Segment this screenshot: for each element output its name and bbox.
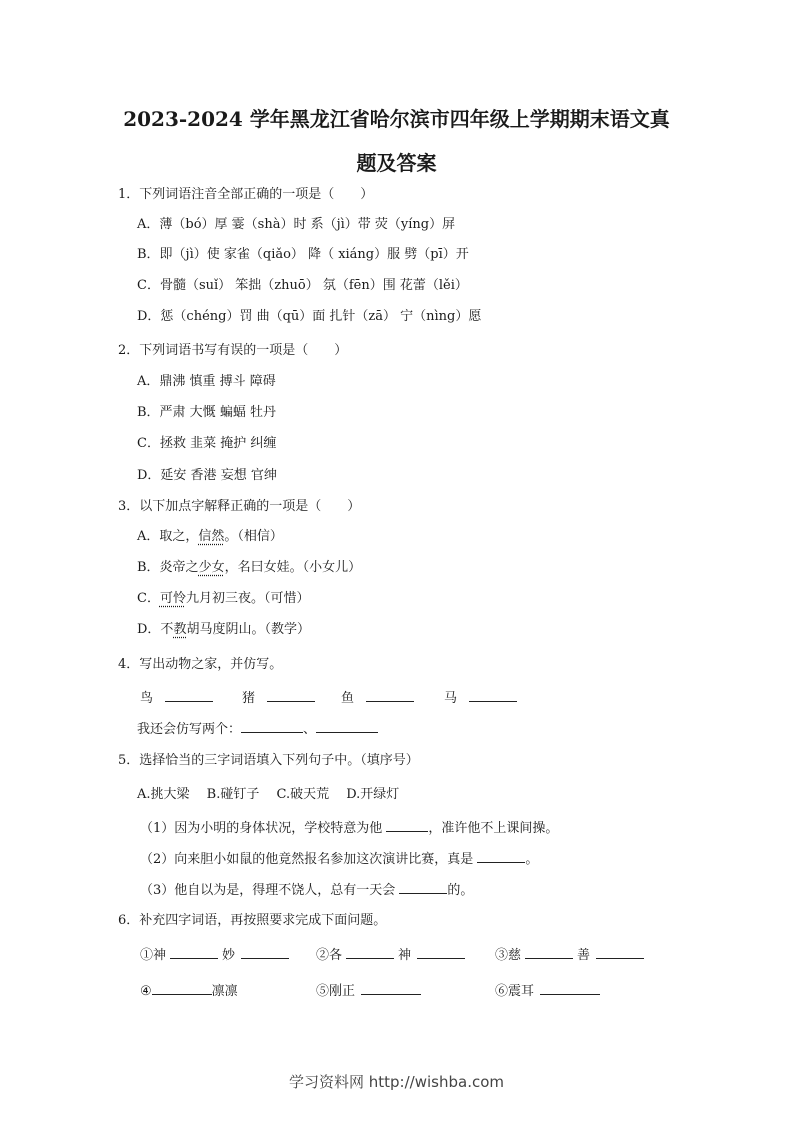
answer-blank[interactable] <box>267 689 315 702</box>
answer-blank[interactable] <box>417 946 465 959</box>
sentence-text: （2）向来胆小如鼠的他竟然报名参加这次演讲比赛，真是 <box>140 852 478 867</box>
option-text: A．取之， <box>137 529 199 544</box>
question-5-options: A.挑大梁 B.碰钉子 C.破天荒 D.开绿灯 <box>137 787 400 802</box>
footer-watermark: 学习资料网 http://wishba.com <box>289 1073 504 1091</box>
animal-label: 鱼 <box>341 691 355 706</box>
question-2-option-c: C．拯救 韭菜 掩护 纠缠 <box>137 436 277 451</box>
answer-blank[interactable] <box>540 982 600 995</box>
question-5-sentence-3 <box>140 881 473 900</box>
dotted-text: 教 <box>173 622 187 637</box>
question-1-option-b: B．即（jì）使 家雀（qiǎo） 降（ xiáng）服 劈（pī）开 <box>137 247 469 262</box>
question-1-option-c: C．骨髓（suǐ） 笨拙（zhuō） 氛（fēn）围 花蕾（lěi） <box>137 278 468 293</box>
idiom-char: ②各 <box>316 948 343 963</box>
question-2-option-d: D．延安 香港 妄想 官绅 <box>137 468 277 483</box>
animal-horse <box>444 689 517 708</box>
animal-label: 鸟 <box>140 691 154 706</box>
imitation-label: 我还会仿写两个： <box>137 722 242 737</box>
question-3-stem: 3．以下加点字解释正确的一项是（ ） <box>118 499 361 514</box>
idiom-char: ⑥震耳 <box>495 984 535 999</box>
answer-blank[interactable] <box>241 946 289 959</box>
separator: 、 <box>303 722 317 737</box>
idiom-char: ⑤刚正 <box>316 984 356 999</box>
question-2-stem: 2．下列词语书写有误的一项是（ ） <box>118 343 348 358</box>
option-text: 九月初三夜。（可惜） <box>185 591 310 606</box>
idiom-1 <box>140 946 289 965</box>
question-5-sentence-2 <box>140 850 538 869</box>
question-3-option-b <box>137 559 361 577</box>
idiom-char: ④ <box>140 984 152 999</box>
answer-blank[interactable] <box>241 720 303 733</box>
answer-blank[interactable] <box>477 850 525 863</box>
animal-label: 马 <box>444 691 458 706</box>
answer-blank[interactable] <box>366 689 414 702</box>
question-2-option-b: B．严肃 大慨 蝙蝠 牡丹 <box>137 405 276 420</box>
answer-blank[interactable] <box>361 982 421 995</box>
answer-blank[interactable] <box>165 689 213 702</box>
idiom-2 <box>316 946 465 965</box>
page-title-line1: 2023-2024 学年黑龙江省哈尔滨市四年级上学期期末语文真 <box>123 107 670 131</box>
question-1-stem: 1．下列词语注音全部正确的一项是（ ） <box>118 187 374 202</box>
page-title-line2: 题及答案 <box>356 151 437 175</box>
answer-blank[interactable] <box>525 946 573 959</box>
idiom-3 <box>495 946 644 965</box>
sentence-text: （1）因为小明的身体状况，学校特意为他 <box>140 821 387 836</box>
idiom-5 <box>316 982 421 1001</box>
idiom-char: 善 <box>577 948 591 963</box>
animal-label: 猪 <box>242 691 256 706</box>
answer-blank[interactable] <box>152 982 212 995</box>
question-4-stem: 4．写出动物之家，并仿写。 <box>118 657 283 672</box>
idiom-char: ①神 <box>140 948 167 963</box>
animal-pig <box>242 689 315 708</box>
dotted-text: 信然 <box>198 529 225 544</box>
idiom-char: 神 <box>398 948 412 963</box>
option-text: B．炎帝之 <box>137 560 199 575</box>
question-3-option-c <box>137 590 309 608</box>
idiom-6 <box>495 982 600 1001</box>
question-2-option-a: A．鼎沸 慎重 搏斗 障碍 <box>137 374 276 389</box>
answer-blank[interactable] <box>170 946 218 959</box>
question-5-stem: 5．选择恰当的三字词语填入下列句子中。（填序号） <box>118 753 419 768</box>
idiom-char: 妙 <box>222 948 236 963</box>
answer-blank[interactable] <box>346 946 394 959</box>
option-text: C． <box>137 591 160 606</box>
question-1-option-d: D．惩（chéng）罚 曲（qū）面 扎针（zā） 宁（nìng）愿 <box>137 309 482 324</box>
sentence-text: ，准许他不上课间操。 <box>428 821 559 836</box>
sentence-text: （3）他自以为是，得理不饶人，总有一天会 <box>140 883 400 898</box>
option-text: D．不 <box>137 622 174 637</box>
question-6-stem: 6．补充四字词语，再按照要求完成下面问题。 <box>118 913 387 928</box>
question-1-option-a: A．薄（bó）厚 霎（shà）时 系（jì）带 荧（yíng）屏 <box>137 217 456 232</box>
option-text: 。（相信） <box>224 529 283 544</box>
animal-bird <box>140 689 213 708</box>
question-5-sentence-1 <box>140 819 558 838</box>
answer-blank[interactable] <box>469 689 517 702</box>
dotted-text: 可怜 <box>159 591 186 606</box>
sentence-text: 。 <box>525 852 539 867</box>
imitation-line <box>137 720 378 739</box>
sentence-text: 的。 <box>447 883 474 898</box>
animal-fish <box>341 689 414 708</box>
answer-blank[interactable] <box>596 946 644 959</box>
answer-blank[interactable] <box>386 819 428 832</box>
idiom-char: 凛凛 <box>211 984 238 999</box>
option-text: ，名曰女娃。（小女儿） <box>224 560 362 575</box>
answer-blank[interactable] <box>316 720 378 733</box>
option-text: 胡马度阴山。（教学） <box>186 622 310 637</box>
dotted-text: 少女 <box>198 560 225 575</box>
idiom-char: ③慈 <box>495 948 522 963</box>
question-3-option-a <box>137 528 283 546</box>
answer-blank[interactable] <box>399 881 447 894</box>
idiom-4 <box>140 982 238 1001</box>
question-3-option-d <box>137 621 310 639</box>
